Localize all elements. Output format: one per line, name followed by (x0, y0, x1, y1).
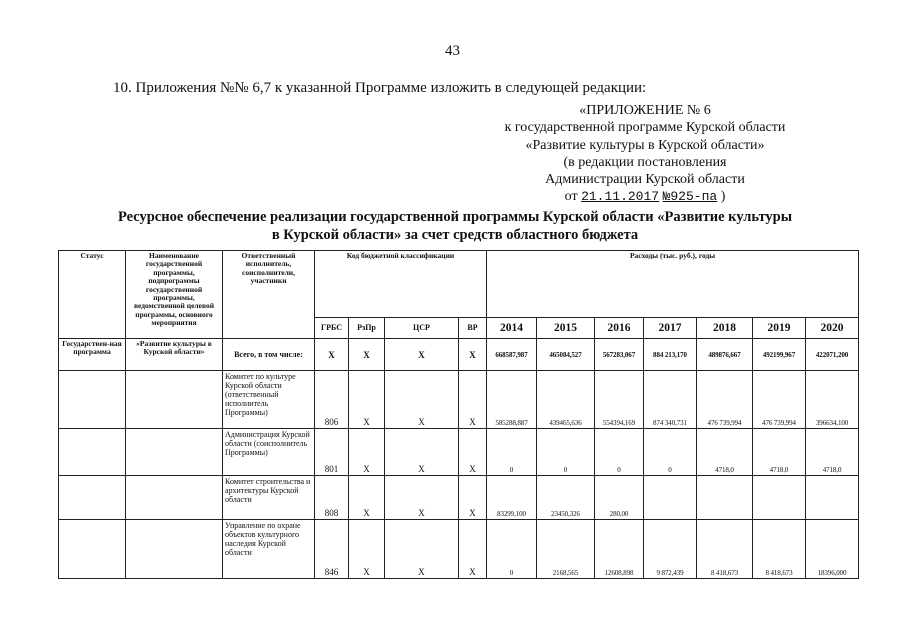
page-number: 43 (445, 43, 460, 59)
header-year: 2018 (697, 318, 753, 339)
header-row-1 (59, 251, 859, 318)
row-value (697, 476, 753, 520)
row-value: 0 (487, 429, 537, 476)
row-csr: Х (385, 429, 459, 476)
header-grbs: ГРБС (315, 318, 349, 339)
row-value: 0 (537, 429, 595, 476)
row-rzpr: Х (349, 339, 385, 371)
header-status: Статус (59, 251, 126, 339)
row-value: 439465,636 (537, 371, 595, 429)
row-value: 668587,987 (487, 339, 537, 371)
row-grbs: 846 (315, 520, 349, 579)
approval-line-5: Администрации Курской области (545, 172, 745, 188)
row-status (59, 429, 126, 476)
row-grbs: 806 (315, 371, 349, 429)
approval-line-2: к государственной программе Курской области (504, 120, 786, 136)
row-status (59, 371, 126, 429)
row-value: 476 739,994 (697, 371, 753, 429)
row-csr: Х (385, 339, 459, 371)
row-executor: Комитет строительства и архитектуры Курской области (223, 476, 315, 520)
row-vr: Х (459, 520, 487, 579)
approval-line-3: «Развитие культуры в Курской области» (525, 137, 765, 153)
row-vr: Х (459, 371, 487, 429)
row-csr: Х (385, 520, 459, 579)
row-grbs: Х (315, 339, 349, 371)
header-year: 2020 (806, 318, 859, 339)
row-status (59, 476, 126, 520)
row-executor: Управление по охране объектов культурного наследия Курской области (223, 520, 315, 579)
row-grbs: 808 (315, 476, 349, 520)
row-value: 2168,565 (537, 520, 595, 579)
row-value: 476 739,994 (753, 371, 806, 429)
header-csr: ЦСР (385, 318, 459, 339)
header-name: Наименование государственной программы, подпрограммы государственной программы, ведомственной целевой программы, основного мероприятия (126, 251, 223, 339)
document-heading (60, 208, 850, 244)
row-value: 489876,667 (697, 339, 753, 371)
row-value: 4718,0 (806, 429, 859, 476)
header-rzpr: РзПр (349, 318, 385, 339)
row-value: 0 (595, 429, 644, 476)
row-value: 4718,0 (753, 429, 806, 476)
header-vr: ВР (459, 318, 487, 339)
row-executor: Администрация Курской области (соисполнитель Программы) (223, 429, 315, 476)
row-value: 9 872,439 (644, 520, 697, 579)
header-year: 2016 (595, 318, 644, 339)
table-row (59, 339, 859, 371)
approval-line-1: «ПРИЛОЖЕНИЕ № 6 (579, 103, 711, 118)
row-vr: Х (459, 339, 487, 371)
row-csr: Х (385, 371, 459, 429)
row-value: 422071,200 (806, 339, 859, 371)
row-value: 554394,169 (595, 371, 644, 429)
row-name (126, 371, 223, 429)
row-value: 567283,067 (595, 339, 644, 371)
header-budget-code: Код бюджетной классификации (315, 251, 487, 318)
row-value: 12608,898 (595, 520, 644, 579)
row-value (753, 476, 806, 520)
row-value: 396634,100 (806, 371, 859, 429)
header-expenses: Расходы (тыс. руб.), годы (487, 251, 859, 318)
row-name: «Развитие культуры в Курской области» (126, 339, 223, 371)
row-name (126, 476, 223, 520)
resource-table (58, 250, 859, 579)
row-value (644, 476, 697, 520)
row-grbs: 801 (315, 429, 349, 476)
row-executor: Всего, в том числе: (223, 339, 315, 371)
row-rzpr: Х (349, 520, 385, 579)
row-rzpr: Х (349, 476, 385, 520)
intro-text: 10. Приложения №№ 6,7 к указанной Программе изложить в следующей редакции: (113, 80, 647, 96)
row-value: 874 340,731 (644, 371, 697, 429)
approval-date-prefix: от (564, 189, 578, 205)
row-value: 492199,967 (753, 339, 806, 371)
table-row (59, 429, 859, 476)
row-name (126, 520, 223, 579)
row-value: 4718,0 (697, 429, 753, 476)
header-year: 2014 (487, 318, 537, 339)
approval-line-4: (в редакции постановления (563, 154, 727, 170)
row-value: 18396,000 (806, 520, 859, 579)
row-name (126, 429, 223, 476)
row-value: 0 (487, 520, 537, 579)
row-value: 884 213,170 (644, 339, 697, 371)
heading-line-1: Ресурсное обеспечение реализации государственной программы Курской области «Развитие культуры (117, 209, 793, 225)
row-rzpr: Х (349, 429, 385, 476)
row-rzpr: Х (349, 371, 385, 429)
row-value (806, 476, 859, 520)
row-value: 23450,326 (537, 476, 595, 520)
approval-block (480, 102, 810, 206)
row-vr: Х (459, 429, 487, 476)
table-row (59, 520, 859, 579)
row-status: Государствен-ная программа (59, 339, 126, 371)
header-year: 2015 (537, 318, 595, 339)
header-year: 2017 (644, 318, 697, 339)
row-vr: Х (459, 476, 487, 520)
row-value: 280,00 (595, 476, 644, 520)
header-executor: Ответственный исполнитель, соисполнители, участники (223, 251, 315, 339)
row-value: 0 (644, 429, 697, 476)
row-executor: Комитет по культуре Курской области (ответственный исполнитель Программы) (223, 371, 315, 429)
heading-line-2: в Курской области» за счет средств областного бюджета (271, 227, 639, 243)
approval-date: 21.11.2017 (581, 189, 660, 205)
table-row (59, 476, 859, 520)
approval-number: №925-па (662, 189, 718, 205)
row-value: 585288,887 (487, 371, 537, 429)
row-value: 83299,100 (487, 476, 537, 520)
row-value: 8 418,673 (753, 520, 806, 579)
table-row (59, 371, 859, 429)
approval-date-suffix: ) (720, 189, 726, 205)
header-year: 2019 (753, 318, 806, 339)
row-csr: Х (385, 476, 459, 520)
row-value: 465084,527 (537, 339, 595, 371)
row-value: 8 418,673 (697, 520, 753, 579)
approval-date-line (480, 188, 810, 205)
row-status (59, 520, 126, 579)
